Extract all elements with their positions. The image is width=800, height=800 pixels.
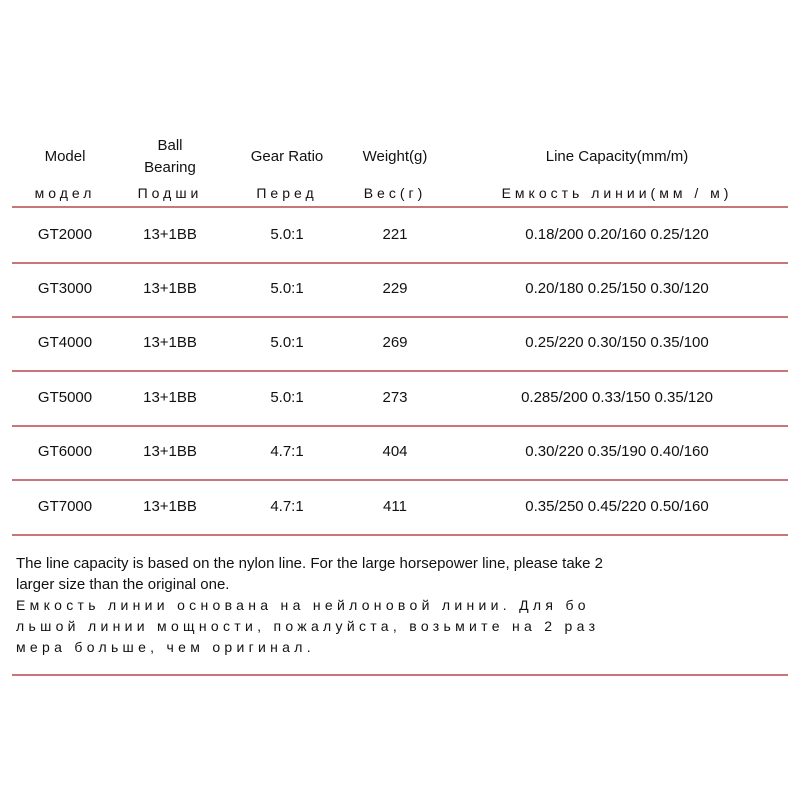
cell-ball-bearing: 13+1BB (143, 498, 197, 515)
cell-ball-bearing: 13+1BB (143, 334, 197, 351)
cell-model: GT2000 (37, 226, 93, 243)
header-gear-ratio: Gear Ratio (250, 148, 324, 165)
note-en-line: The line capacity is based on the nylon line. For the large horsepower line, please take 2 (16, 555, 604, 572)
cell-model: GT6000 (37, 443, 93, 460)
header-ru-line-capacity: Емкость линии(мм / м) (501, 185, 733, 201)
cell-ball-bearing: 13+1BB (143, 389, 197, 406)
header-ru-gear-ratio: Перед (256, 185, 318, 201)
cell-ball-bearing: 13+1BB (143, 280, 197, 297)
divider (12, 534, 788, 536)
header-weight: Weight(g) (362, 148, 428, 165)
cell-gear-ratio: 4.7:1 (270, 498, 304, 515)
cell-gear-ratio: 5.0:1 (270, 334, 304, 351)
divider (12, 316, 788, 318)
header-line-capacity: Line Capacity(mm/m) (545, 148, 689, 165)
cell-line-capacity: 0.20/180 0.25/150 0.30/120 (525, 280, 709, 297)
divider (12, 262, 788, 264)
cell-weight: 411 (383, 498, 407, 515)
header-ball-bearing: Ball Bearing (144, 137, 196, 176)
cell-line-capacity: 0.25/220 0.30/150 0.35/100 (525, 334, 709, 351)
cell-line-capacity: 0.18/200 0.20/160 0.25/120 (525, 226, 709, 243)
cell-gear-ratio: 5.0:1 (270, 280, 304, 297)
cell-weight: 404 (382, 443, 408, 460)
cell-gear-ratio: 5.0:1 (270, 389, 304, 406)
header-ru-model: модел (34, 185, 96, 201)
cell-ball-bearing: 13+1BB (143, 226, 197, 243)
note-ru-line: Емкость линии основана на нейлоновой линии. Для бо (16, 597, 590, 613)
cell-weight: 273 (382, 389, 408, 406)
cell-weight: 221 (382, 226, 408, 243)
cell-weight: 229 (382, 280, 408, 297)
cell-line-capacity: 0.35/250 0.45/220 0.50/160 (525, 498, 709, 515)
cell-model: GT5000 (37, 389, 93, 406)
header-model: Model (44, 148, 86, 165)
divider (12, 674, 788, 676)
divider (12, 206, 788, 208)
divider (12, 425, 788, 427)
header-ru-weight: Вес(г) (363, 185, 427, 201)
cell-model: GT3000 (37, 280, 93, 297)
cell-line-capacity: 0.285/200 0.33/150 0.35/120 (521, 389, 713, 406)
cell-ball-bearing: 13+1BB (143, 443, 197, 460)
cell-weight: 269 (382, 334, 408, 351)
cell-model: GT4000 (37, 334, 93, 351)
cell-model: GT7000 (37, 498, 93, 515)
note-en-line: larger size than the original one. (16, 576, 230, 593)
cell-line-capacity: 0.30/220 0.35/190 0.40/160 (525, 443, 709, 460)
divider (12, 370, 788, 372)
cell-gear-ratio: 4.7:1 (270, 443, 304, 460)
header-ru-ball-bearing: Подши (137, 185, 203, 201)
note-ru-line: мера больше, чем оригинал. (16, 639, 315, 655)
cell-gear-ratio: 5.0:1 (270, 226, 304, 243)
divider (12, 479, 788, 481)
note-ru-line: льшой линии мощности, пожалуйста, возьмите на 2 раз (16, 618, 600, 634)
